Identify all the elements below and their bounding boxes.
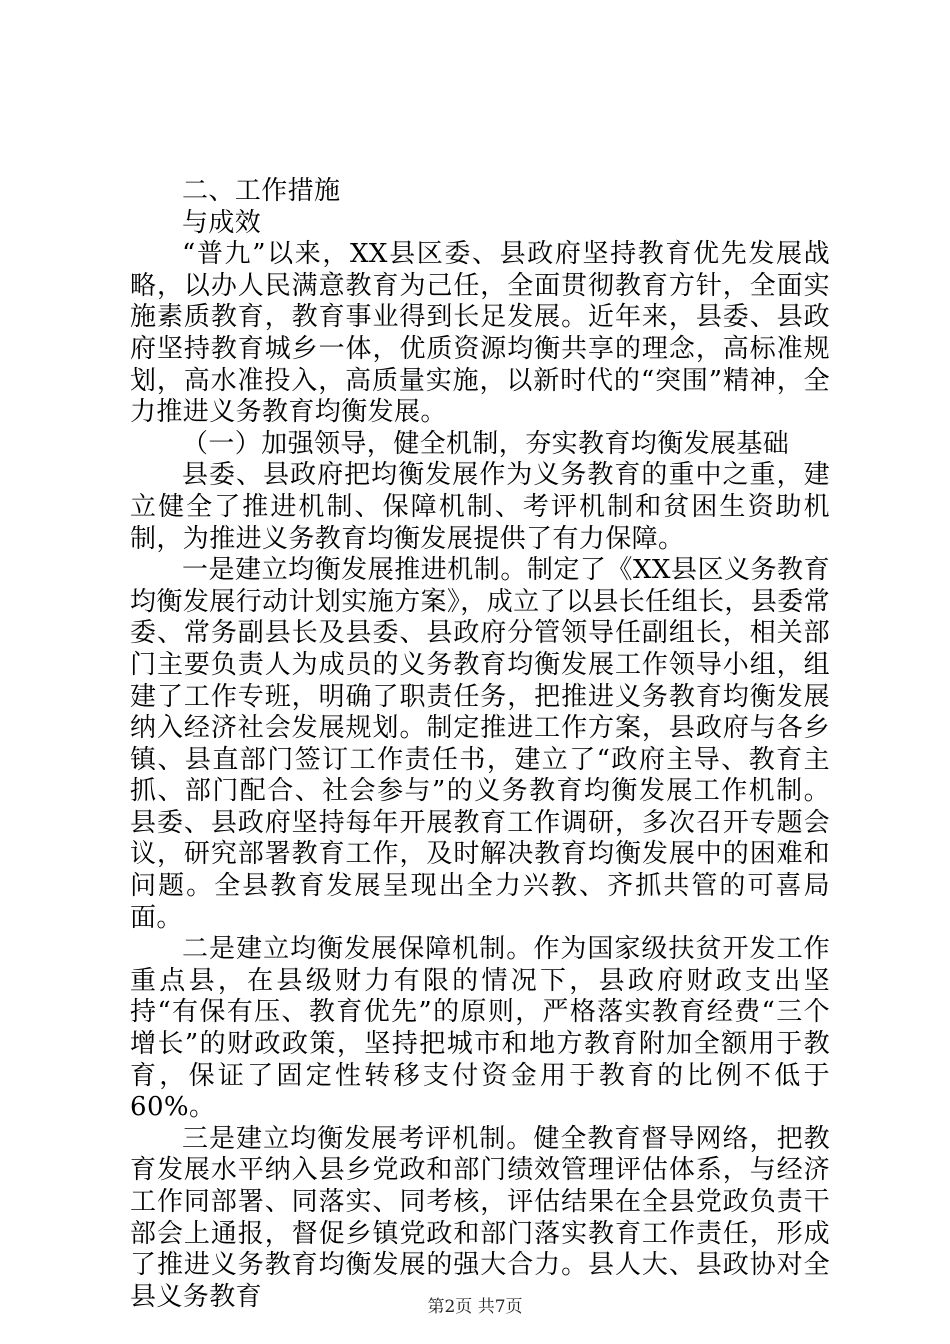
document-body — [130, 176, 830, 1313]
subsection-heading: （一）加强领导，健全机制，夯实教育均衡发展基础 — [182, 428, 790, 459]
paragraph-overview: 县委、县政府把均衡发展作为义务教育的重中之重，建立健全了推进机制、保障机制、考评机制和贫困生资助机制，为推进义务教育均衡发展提供了有力保障。 — [130, 460, 830, 554]
paragraph-mechanism-3: 三是建立均衡发展考评机制。健全教育督导网络，把教育发展水平纳入县乡党政和部门绩效管理评估体系，与经济工作同部署、同落实、同考核，评估结果在全县党政负责干部会上通报，督促乡镇党政和部门落实教育工作责任，形成了推进义务教育均衡发展的强大合力。县人大、县政协对全县义务教育 — [130, 1123, 830, 1312]
section-heading-part2: 与成效 — [182, 207, 262, 238]
paragraph-intro: “普九”以来，XX县区委、县政府坚持教育优先发展战略，以办人民满意教育为己任，全面贯彻教育方针，全面实施素质教育，教育事业得到长足发展。近年来，县委、县政府坚持教育城乡一体，优质资源均衡共享的理念，高标准规划，高水准投入，高质量实施，以新时代的“突围”精神，全力推进义务教育均衡发展。 — [130, 239, 830, 428]
paragraph-mechanism-1: 一是建立均衡发展推进机制。制定了《XX县区义务教育均衡发展行动计划实施方案》，成立了以县长任组长，县委常委、常务副县长及县委、县政府分管领导任副组长，相关部门主要负责人为成员的义务教育均衡发展工作领导小组，组建了工作专班，明确了职责任务，把推进义务教育均衡发展纳入经济社会发展规划。制定推进工作方案，县政府与各乡镇、县直部门签订工作责任书，建立了“政府主导、教育主抓、部门配合、社会参与”的义务教育均衡发展工作机制。县委、县政府坚持每年开展教育工作调研，多次召开专题会议，研究部署教育工作，及时解决教育均衡发展中的困难和问题。全县教育发展呈现出全力兴教、齐抓共管的可喜局面。 — [130, 555, 830, 933]
page-number-footer: 第2页 共7页 — [427, 1297, 523, 1317]
paragraph-mechanism-2: 二是建立均衡发展保障机制。作为国家级扶贫开发工作重点县，在县级财力有限的情况下，县政府财政支出坚持“有保有压、教育优先”的原则，严格落实教育经费“三个增长”的财政政策，坚持把城市和地方教育附加全额用于教育，保证了固定性转移支付资金用于教育的比例不低于60%。 — [130, 934, 830, 1123]
section-heading-part1: 二、工作措施 — [182, 176, 341, 206]
